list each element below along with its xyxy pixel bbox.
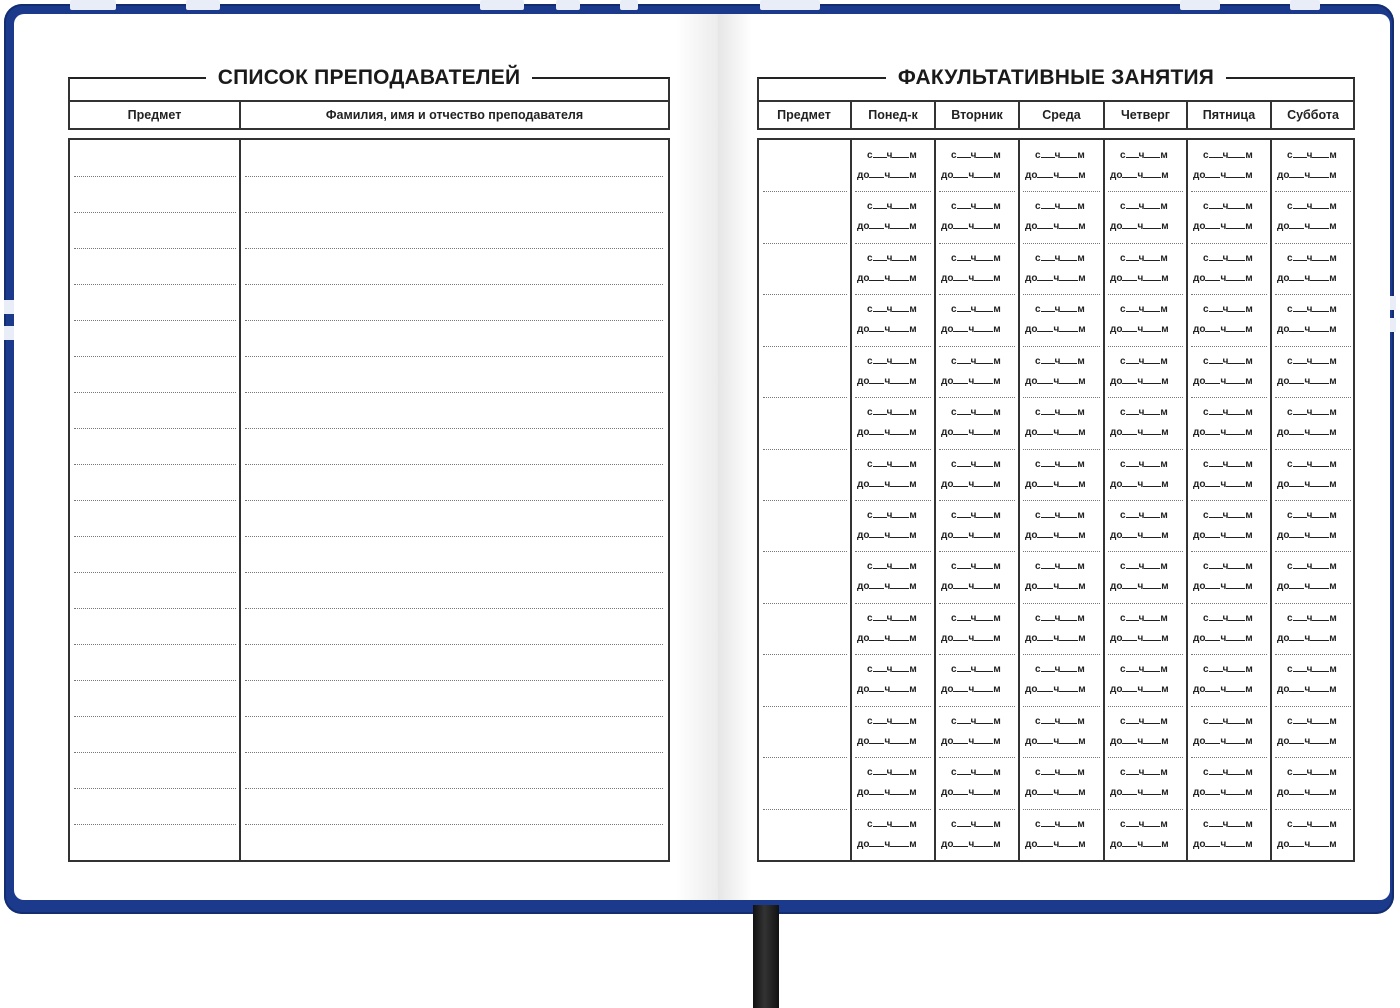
- teacher-name-line[interactable]: [245, 680, 663, 681]
- time-to-field[interactable]: до ч м: [1110, 581, 1169, 592]
- time-from-field[interactable]: с ч м: [1287, 561, 1337, 572]
- time-from-field[interactable]: с ч м: [1203, 561, 1253, 572]
- time-to-field[interactable]: до ч м: [857, 633, 917, 644]
- time-from-field[interactable]: с ч м: [1035, 459, 1085, 470]
- time-to-field[interactable]: до ч м: [1277, 581, 1337, 592]
- time-from-field[interactable]: с ч м: [1203, 510, 1253, 521]
- time-from-field[interactable]: с ч м: [1120, 767, 1168, 778]
- subject-line[interactable]: [74, 176, 236, 177]
- time-from-field[interactable]: с ч м: [867, 664, 917, 675]
- time-from-field[interactable]: с ч м: [951, 459, 1001, 470]
- cover-pattern: [70, 0, 116, 10]
- time-to-field[interactable]: до ч м: [857, 736, 917, 747]
- time-to-field[interactable]: до ч м: [1110, 684, 1169, 695]
- time-to-field[interactable]: до ч м: [1110, 376, 1169, 387]
- time-from-field[interactable]: с ч м: [951, 150, 1001, 161]
- time-from-field[interactable]: с ч м: [1120, 356, 1168, 367]
- time-to-field[interactable]: до ч м: [857, 170, 917, 181]
- time-from-field[interactable]: с ч м: [1120, 304, 1168, 315]
- time-to-field[interactable]: до ч м: [1193, 479, 1253, 490]
- cover-pattern: [480, 0, 524, 10]
- time-to-field[interactable]: до ч м: [941, 839, 1001, 850]
- time-to-field[interactable]: до ч м: [1277, 376, 1337, 387]
- time-from-field[interactable]: с ч м: [867, 561, 917, 572]
- teacher-name-line[interactable]: [245, 248, 663, 249]
- time-to-field[interactable]: до ч м: [1110, 787, 1169, 798]
- subject-line[interactable]: [74, 680, 236, 681]
- time-from-field[interactable]: с ч м: [1203, 767, 1253, 778]
- column-header-day: Суббота: [1287, 108, 1339, 122]
- column-header-day: Пятница: [1202, 108, 1256, 122]
- time-to-field[interactable]: до ч м: [1193, 530, 1253, 541]
- subject-line[interactable]: [74, 824, 236, 825]
- time-from-field[interactable]: с ч м: [951, 767, 1001, 778]
- time-to-field[interactable]: до ч м: [1110, 736, 1169, 747]
- cover-pattern: [4, 300, 14, 314]
- time-to-field[interactable]: до ч м: [1025, 633, 1086, 644]
- time-from-field[interactable]: с ч м: [1120, 716, 1168, 727]
- time-to-field[interactable]: до ч м: [1277, 273, 1337, 284]
- time-from-field[interactable]: с ч м: [1035, 150, 1085, 161]
- time-to-field[interactable]: до ч м: [857, 684, 917, 695]
- time-from-field[interactable]: с ч м: [1287, 767, 1337, 778]
- subject-line[interactable]: [74, 392, 236, 393]
- subject-line[interactable]: [74, 428, 236, 429]
- time-from-field[interactable]: с ч м: [867, 510, 917, 521]
- time-to-field[interactable]: до ч м: [857, 324, 917, 335]
- time-from-field[interactable]: с ч м: [1120, 201, 1168, 212]
- cover-pattern: [620, 0, 638, 10]
- time-to-field[interactable]: до ч м: [1025, 170, 1086, 181]
- time-to-field[interactable]: до ч м: [1110, 221, 1169, 232]
- time-to-field[interactable]: до ч м: [1110, 633, 1169, 644]
- time-to-field[interactable]: до ч м: [1193, 736, 1253, 747]
- time-from-field[interactable]: с ч м: [951, 716, 1001, 727]
- time-from-field[interactable]: с ч м: [951, 304, 1001, 315]
- time-from-field[interactable]: с ч м: [1120, 510, 1168, 521]
- teacher-name-line[interactable]: [245, 428, 663, 429]
- elective-subject-line[interactable]: [763, 603, 847, 604]
- time-to-field[interactable]: до ч м: [941, 376, 1001, 387]
- cover-pattern: [186, 0, 220, 10]
- time-to-field[interactable]: до ч м: [941, 787, 1001, 798]
- time-to-field[interactable]: до ч м: [857, 787, 917, 798]
- time-to-field[interactable]: до ч м: [1025, 839, 1086, 850]
- column-header-subject: Предмет: [777, 108, 831, 122]
- time-from-field[interactable]: с ч м: [1287, 613, 1337, 624]
- time-from-field[interactable]: с ч м: [951, 613, 1001, 624]
- time-to-field[interactable]: до ч м: [1277, 170, 1337, 181]
- time-from-field[interactable]: с ч м: [1035, 407, 1085, 418]
- time-to-field[interactable]: до ч м: [1277, 324, 1337, 335]
- time-to-field[interactable]: до ч м: [1025, 376, 1086, 387]
- column-header-teacher-name: Фамилия, имя и отчество преподавателя: [325, 108, 584, 122]
- time-from-field[interactable]: с ч м: [1203, 201, 1253, 212]
- time-from-field[interactable]: с ч м: [1035, 304, 1085, 315]
- time-from-field[interactable]: с ч м: [867, 716, 917, 727]
- time-to-field[interactable]: до ч м: [1193, 221, 1253, 232]
- time-from-field[interactable]: с ч м: [1287, 253, 1337, 264]
- time-to-field[interactable]: до ч м: [1193, 170, 1253, 181]
- time-from-field[interactable]: с ч м: [867, 304, 917, 315]
- time-to-field[interactable]: до ч м: [941, 273, 1001, 284]
- time-to-field[interactable]: до ч м: [1193, 684, 1253, 695]
- subject-line[interactable]: [74, 752, 236, 753]
- teacher-name-line[interactable]: [245, 176, 663, 177]
- subject-line[interactable]: [74, 500, 236, 501]
- teacher-name-line[interactable]: [245, 464, 663, 465]
- teacher-name-line[interactable]: [245, 356, 663, 357]
- time-to-field[interactable]: до ч м: [1110, 273, 1169, 284]
- teacher-name-line[interactable]: [245, 500, 663, 501]
- time-from-field[interactable]: с ч м: [1287, 407, 1337, 418]
- teacher-name-line[interactable]: [245, 824, 663, 825]
- subject-line[interactable]: [74, 464, 236, 465]
- time-from-field[interactable]: с ч м: [1287, 819, 1337, 830]
- time-from-field[interactable]: с ч м: [1035, 664, 1085, 675]
- time-from-field[interactable]: с ч м: [1035, 819, 1085, 830]
- time-to-field[interactable]: до ч м: [1025, 324, 1086, 335]
- time-from-field[interactable]: с ч м: [951, 356, 1001, 367]
- time-to-field[interactable]: до ч м: [857, 427, 917, 438]
- cover-pattern: [1290, 0, 1320, 10]
- time-to-field[interactable]: до ч м: [941, 633, 1001, 644]
- cover-pattern: [4, 326, 14, 340]
- time-from-field[interactable]: с ч м: [1035, 201, 1085, 212]
- time-to-field[interactable]: до ч м: [1110, 479, 1169, 490]
- teacher-name-line[interactable]: [245, 752, 663, 753]
- subject-line[interactable]: [74, 212, 236, 213]
- time-from-field[interactable]: с ч м: [1035, 510, 1085, 521]
- time-to-field[interactable]: до ч м: [857, 479, 917, 490]
- time-to-field[interactable]: до ч м: [941, 324, 1001, 335]
- teacher-name-line[interactable]: [245, 608, 663, 609]
- elective-subject-line[interactable]: [763, 706, 847, 707]
- time-to-field[interactable]: до ч м: [1025, 221, 1086, 232]
- time-from-field[interactable]: с ч м: [1120, 459, 1168, 470]
- teacher-name-line[interactable]: [245, 716, 663, 717]
- time-from-field[interactable]: с ч м: [1203, 407, 1253, 418]
- time-from-field[interactable]: с ч м: [1120, 253, 1168, 264]
- time-to-field[interactable]: до ч м: [1193, 633, 1253, 644]
- teacher-name-line[interactable]: [245, 572, 663, 573]
- subject-line[interactable]: [74, 284, 236, 285]
- time-to-field[interactable]: до ч м: [1025, 273, 1086, 284]
- time-to-field[interactable]: до ч м: [1025, 684, 1086, 695]
- time-from-field[interactable]: с ч м: [867, 613, 917, 624]
- teacher-name-line[interactable]: [245, 284, 663, 285]
- time-to-field[interactable]: до ч м: [857, 221, 917, 232]
- time-to-field[interactable]: до ч м: [857, 376, 917, 387]
- time-to-field[interactable]: до ч м: [941, 530, 1001, 541]
- time-from-field[interactable]: с ч м: [1287, 201, 1337, 212]
- time-from-field[interactable]: с ч м: [951, 253, 1001, 264]
- time-to-field[interactable]: до ч м: [1110, 170, 1169, 181]
- time-to-field[interactable]: до ч м: [1277, 427, 1337, 438]
- elective-subject-line[interactable]: [763, 191, 847, 192]
- time-from-field[interactable]: с ч м: [1120, 150, 1168, 161]
- electives-title: ФАКУЛЬТАТИВНЫЕ ЗАНЯТИЯ: [897, 66, 1215, 89]
- teacher-name-line[interactable]: [245, 644, 663, 645]
- time-from-field[interactable]: с ч м: [867, 767, 917, 778]
- time-from-field[interactable]: с ч м: [1035, 716, 1085, 727]
- time-from-field[interactable]: с ч м: [1287, 150, 1337, 161]
- time-from-field[interactable]: с ч м: [1203, 664, 1253, 675]
- column-header-day: Вторник: [951, 108, 1003, 122]
- time-from-field[interactable]: с ч м: [867, 150, 917, 161]
- time-to-field[interactable]: до ч м: [1025, 479, 1086, 490]
- time-to-field[interactable]: до ч м: [941, 427, 1001, 438]
- time-to-field[interactable]: до ч м: [1193, 324, 1253, 335]
- time-from-field[interactable]: с ч м: [867, 356, 917, 367]
- teacher-name-line[interactable]: [245, 212, 663, 213]
- subject-line[interactable]: [74, 248, 236, 249]
- elective-subject-line[interactable]: [763, 809, 847, 810]
- subject-line[interactable]: [74, 644, 236, 645]
- time-to-field[interactable]: до ч м: [1193, 427, 1253, 438]
- time-from-field[interactable]: с ч м: [1203, 716, 1253, 727]
- time-from-field[interactable]: с ч м: [1035, 561, 1085, 572]
- elective-subject-line[interactable]: [763, 757, 847, 758]
- time-from-field[interactable]: с ч м: [1203, 150, 1253, 161]
- cover-pattern: [760, 0, 820, 10]
- time-from-field[interactable]: с ч м: [1035, 356, 1085, 367]
- time-from-field[interactable]: с ч м: [1203, 253, 1253, 264]
- time-to-field[interactable]: до ч м: [1193, 581, 1253, 592]
- time-from-field[interactable]: с ч м: [1035, 613, 1085, 624]
- time-to-field[interactable]: до ч м: [1277, 684, 1337, 695]
- elective-subject-line[interactable]: [763, 397, 847, 398]
- time-to-field[interactable]: до ч м: [941, 684, 1001, 695]
- time-to-field[interactable]: до ч м: [1193, 787, 1253, 798]
- time-from-field[interactable]: с ч м: [1120, 561, 1168, 572]
- elective-subject-line[interactable]: [763, 449, 847, 450]
- time-from-field[interactable]: с ч м: [951, 510, 1001, 521]
- time-from-field[interactable]: с ч м: [1120, 613, 1168, 624]
- time-to-field[interactable]: до ч м: [941, 581, 1001, 592]
- teacher-name-line[interactable]: [245, 392, 663, 393]
- time-from-field[interactable]: с ч м: [1203, 613, 1253, 624]
- teachers-title: СПИСОК ПРЕПОДАВАТЕЛЕЙ: [217, 66, 521, 89]
- time-to-field[interactable]: до ч м: [1277, 787, 1337, 798]
- time-to-field[interactable]: до ч м: [1277, 530, 1337, 541]
- elective-subject-line[interactable]: [763, 551, 847, 552]
- column-header-day: Четверг: [1120, 108, 1170, 122]
- time-to-field[interactable]: до ч м: [941, 221, 1001, 232]
- time-from-field[interactable]: с ч м: [867, 459, 917, 470]
- time-from-field[interactable]: с ч м: [1035, 767, 1085, 778]
- elective-subject-line[interactable]: [763, 346, 847, 347]
- subject-line[interactable]: [74, 788, 236, 789]
- teacher-name-line[interactable]: [245, 536, 663, 537]
- time-from-field[interactable]: с ч м: [1203, 459, 1253, 470]
- subject-line[interactable]: [74, 572, 236, 573]
- time-from-field[interactable]: с ч м: [1120, 407, 1168, 418]
- time-from-field[interactable]: с ч м: [867, 201, 917, 212]
- time-to-field[interactable]: до ч м: [1025, 427, 1086, 438]
- time-to-field[interactable]: до ч м: [941, 479, 1001, 490]
- elective-subject-line[interactable]: [763, 294, 847, 295]
- time-to-field[interactable]: до ч м: [1110, 427, 1169, 438]
- cover-pattern: [556, 0, 580, 10]
- subject-line[interactable]: [74, 356, 236, 357]
- time-from-field[interactable]: с ч м: [1035, 253, 1085, 264]
- time-to-field[interactable]: до ч м: [1193, 839, 1253, 850]
- time-from-field[interactable]: с ч м: [951, 407, 1001, 418]
- teacher-name-line[interactable]: [245, 788, 663, 789]
- subject-line[interactable]: [74, 716, 236, 717]
- cover-pattern: [1180, 0, 1220, 10]
- time-from-field[interactable]: с ч м: [1287, 459, 1337, 470]
- time-to-field[interactable]: до ч м: [1277, 633, 1337, 644]
- time-from-field[interactable]: с ч м: [1120, 664, 1168, 675]
- time-to-field[interactable]: до ч м: [1277, 221, 1337, 232]
- time-to-field[interactable]: до ч м: [857, 273, 917, 284]
- time-to-field[interactable]: до ч м: [1277, 479, 1337, 490]
- elective-subject-line[interactable]: [763, 654, 847, 655]
- subject-line[interactable]: [74, 320, 236, 321]
- time-to-field[interactable]: до ч м: [941, 170, 1001, 181]
- time-to-field[interactable]: до ч м: [857, 530, 917, 541]
- time-from-field[interactable]: с ч м: [1287, 716, 1337, 727]
- time-from-field[interactable]: с ч м: [1203, 819, 1253, 830]
- teacher-name-line[interactable]: [245, 320, 663, 321]
- bookmark-ribbon[interactable]: [753, 905, 779, 1008]
- time-to-field[interactable]: до ч м: [1025, 530, 1086, 541]
- time-to-field[interactable]: до ч м: [1277, 839, 1337, 850]
- time-to-field[interactable]: до ч м: [1193, 376, 1253, 387]
- column-header-day: Среда: [1042, 108, 1081, 122]
- subject-line[interactable]: [74, 536, 236, 537]
- time-from-field[interactable]: с ч м: [951, 664, 1001, 675]
- time-from-field[interactable]: с ч м: [1120, 819, 1168, 830]
- time-from-field[interactable]: с ч м: [951, 201, 1001, 212]
- time-from-field[interactable]: с ч м: [1287, 304, 1337, 315]
- time-to-field[interactable]: до ч м: [857, 581, 917, 592]
- time-to-field[interactable]: до ч м: [1025, 736, 1086, 747]
- time-to-field[interactable]: до ч м: [1110, 324, 1169, 335]
- column-header-day: Понед-к: [868, 108, 918, 122]
- column-header-subject: Предмет: [127, 108, 182, 122]
- time-from-field[interactable]: с ч м: [867, 407, 917, 418]
- time-to-field[interactable]: до ч м: [1110, 839, 1169, 850]
- time-from-field[interactable]: с ч м: [1287, 664, 1337, 675]
- time-to-field[interactable]: до ч м: [1025, 581, 1086, 592]
- time-from-field[interactable]: с ч м: [867, 253, 917, 264]
- elective-subject-line[interactable]: [763, 500, 847, 501]
- time-to-field[interactable]: до ч м: [1025, 787, 1086, 798]
- time-from-field[interactable]: с ч м: [1203, 356, 1253, 367]
- time-to-field[interactable]: до ч м: [1193, 273, 1253, 284]
- time-from-field[interactable]: с ч м: [1287, 356, 1337, 367]
- time-to-field[interactable]: до ч м: [941, 736, 1001, 747]
- time-from-field[interactable]: с ч м: [951, 819, 1001, 830]
- time-to-field[interactable]: до ч м: [857, 839, 917, 850]
- time-from-field[interactable]: с ч м: [867, 819, 917, 830]
- time-from-field[interactable]: с ч м: [1203, 304, 1253, 315]
- subject-line[interactable]: [74, 608, 236, 609]
- time-from-field[interactable]: с ч м: [1287, 510, 1337, 521]
- time-from-field[interactable]: с ч м: [951, 561, 1001, 572]
- time-to-field[interactable]: до ч м: [1277, 736, 1337, 747]
- elective-subject-line[interactable]: [763, 243, 847, 244]
- time-to-field[interactable]: до ч м: [1110, 530, 1169, 541]
